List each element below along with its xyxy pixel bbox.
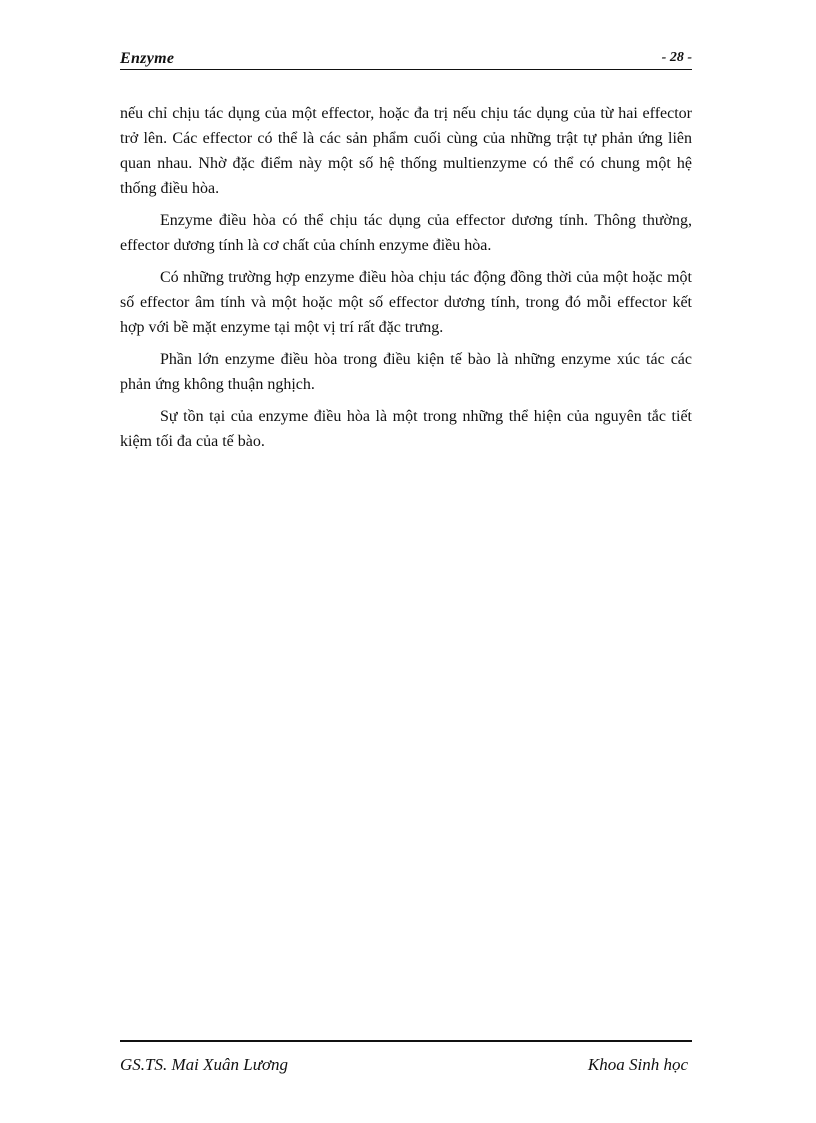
footer-department: Khoa Sinh học xyxy=(587,1055,688,1074)
page-number: - 28 - xyxy=(661,50,692,65)
footer-author: GS.TS. Mai Xuân Lương xyxy=(120,1055,289,1074)
paragraph: Sự tồn tại của enzyme điều hòa là một trong những thể hiện của nguyên tắc tiết kiệm tối đa của tế bào. xyxy=(120,408,692,450)
paragraph: Enzyme điều hòa có thể chịu tác dụng của effector dương tính. Thông thường, effector dương tính là cơ chất của chính enzyme điều hòa. xyxy=(120,212,692,254)
footer-divider xyxy=(120,1040,692,1042)
header-divider xyxy=(120,69,692,70)
paragraph: Phần lớn enzyme điều hòa trong điều kiện tế bào là những enzyme xúc tác các phản ứng không thuận nghịch. xyxy=(120,351,692,393)
running-title: Enzyme xyxy=(120,50,175,67)
body-text xyxy=(120,101,692,461)
paragraph-continuation: nếu chỉ chịu tác dụng của một effector, hoặc đa trị nếu chịu tác dụng của từ hai effector trở lên. Các effector có thể là các sản phẩm cuối cùng của những trật tự phản ứng liên quan nhau. Nhờ đặc điểm này một số hệ thống multienzyme có thể có chung một hệ thống điều hòa. xyxy=(120,105,692,197)
paragraph: Có những trường hợp enzyme điều hòa chịu tác động đồng thời của một hoặc một số effector âm tính và một hoặc một số effector dương tính, trong đó mỗi effector kết hợp với bề mặt enzyme tại một vị trí rất đặc trưng. xyxy=(120,269,692,336)
